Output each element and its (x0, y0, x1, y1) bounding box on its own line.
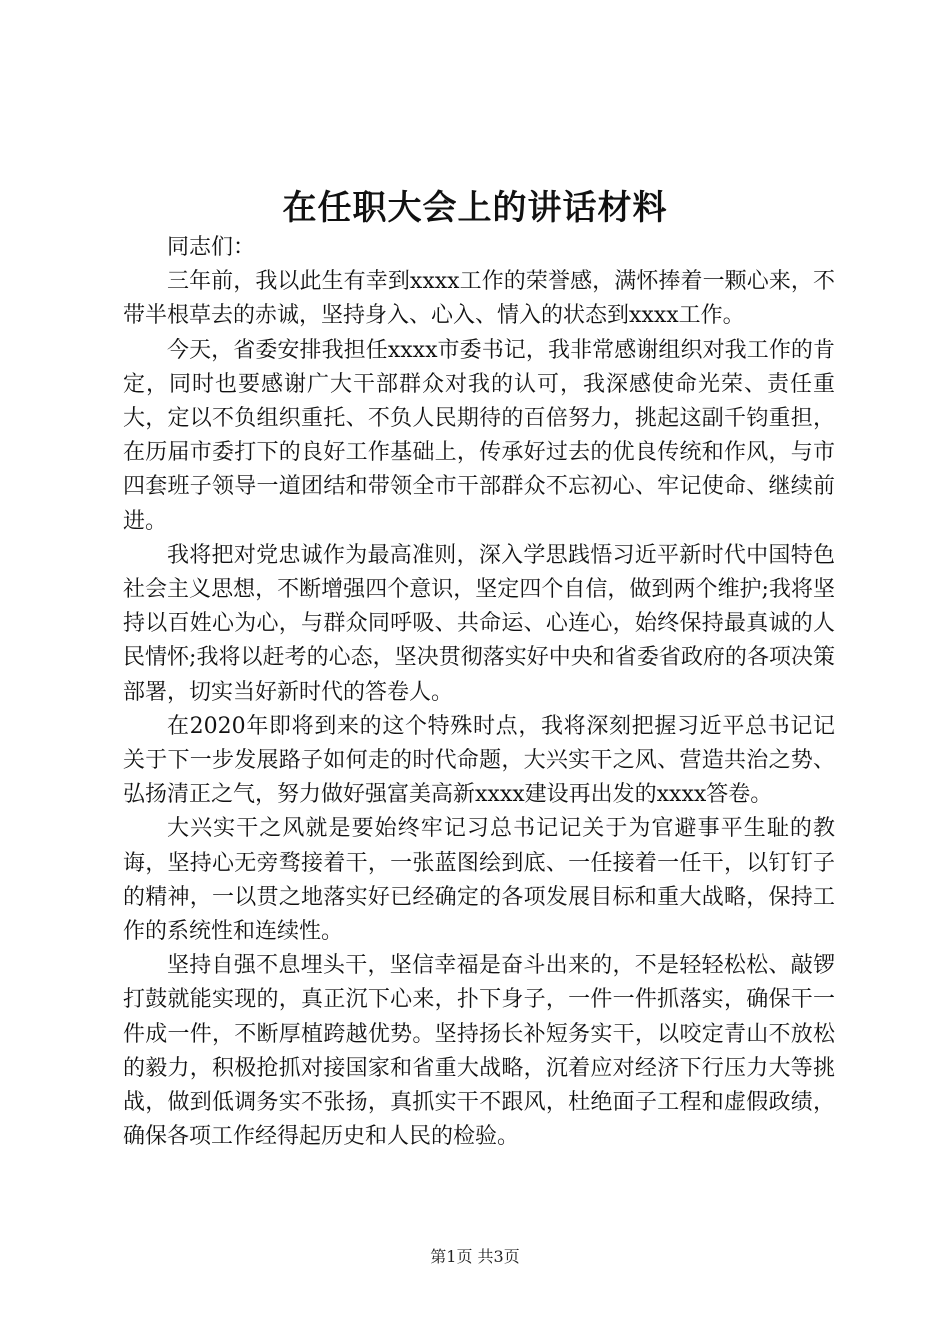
paragraph: 三年前，我以此生有幸到xxxx工作的荣誉感，满怀捧着一颗心来，不带半根草去的赤诚，坚持身入、心入、情入的状态到xxxx工作。 (123, 269, 835, 329)
page-number-footer: 第1页 共3页 (430, 1247, 520, 1266)
paragraph: 我将把对党忠诚作为最高准则，深入学思践悟习近平新时代中国特色社会主义思想，不断增强四个意识，坚定四个自信，做到两个维护;我将坚持以百姓心为心，与群众同呼吸、共命运、心连心，始终保持最真诚的人民情怀;我将以赶考的心态，坚决贯彻落实好中央和省委省政府的各项决策部署，切实当好新时代的答卷人。 (123, 542, 835, 705)
paragraph-salutation: 同志们： (167, 235, 256, 260)
document-title: 在任职大会上的讲话材料 (282, 188, 668, 228)
paragraph: 在2020年即将到来的这个特殊时点，我将深刻把握习近平总书记记关于下一步发展路子如何走的时代命题，大兴实干之风、营造共治之势、弘扬清正之气，努力做好强富美高新xxxx建设再出发的xxxx答卷。 (123, 713, 835, 808)
paragraph: 今天，省委安排我担任xxxx市委书记，我非常感谢组织对我工作的肯定，同时也要感谢广大干部群众对我的认可，我深感使命光荣、责任重大，定以不负组织重托、不负人民期待的百倍努力，挑起这副千钧重担，在历届市委打下的良好工作基础上，传承好过去的优良传统和作风，与市四套班子领导一道团结和带领全市干部群众不忘初心、牢记使命、继续前进。 (123, 337, 835, 534)
paragraph: 坚持自强不息埋头干，坚信幸福是奋斗出来的，不是轻轻松松、敲锣打鼓就能实现的，真正沉下心来，扑下身子，一件一件抓落实，确保干一件成一件，不断厚植跨越优势。坚持扬长补短务实干，以咬定青山不放松的毅力，积极抢抓对接国家和省重大战略，沉着应对经济下行压力大等挑战，做到低调务实不张扬，真抓实干不跟风，杜绝面子工程和虚假政绩，确保各项工作经得起历史和人民的检验。 (123, 953, 835, 1150)
paragraph: 大兴实干之风就是要始终牢记习总书记记关于为官避事平生耻的教诲，坚持心无旁骛接着干，一张蓝图绘到底、一任接着一任干，以钉钉子的精神，一以贯之地落实好已经确定的各项发展目标和重大战略，保持工作的系统性和连续性。 (123, 816, 835, 945)
document-body (123, 231, 835, 1154)
